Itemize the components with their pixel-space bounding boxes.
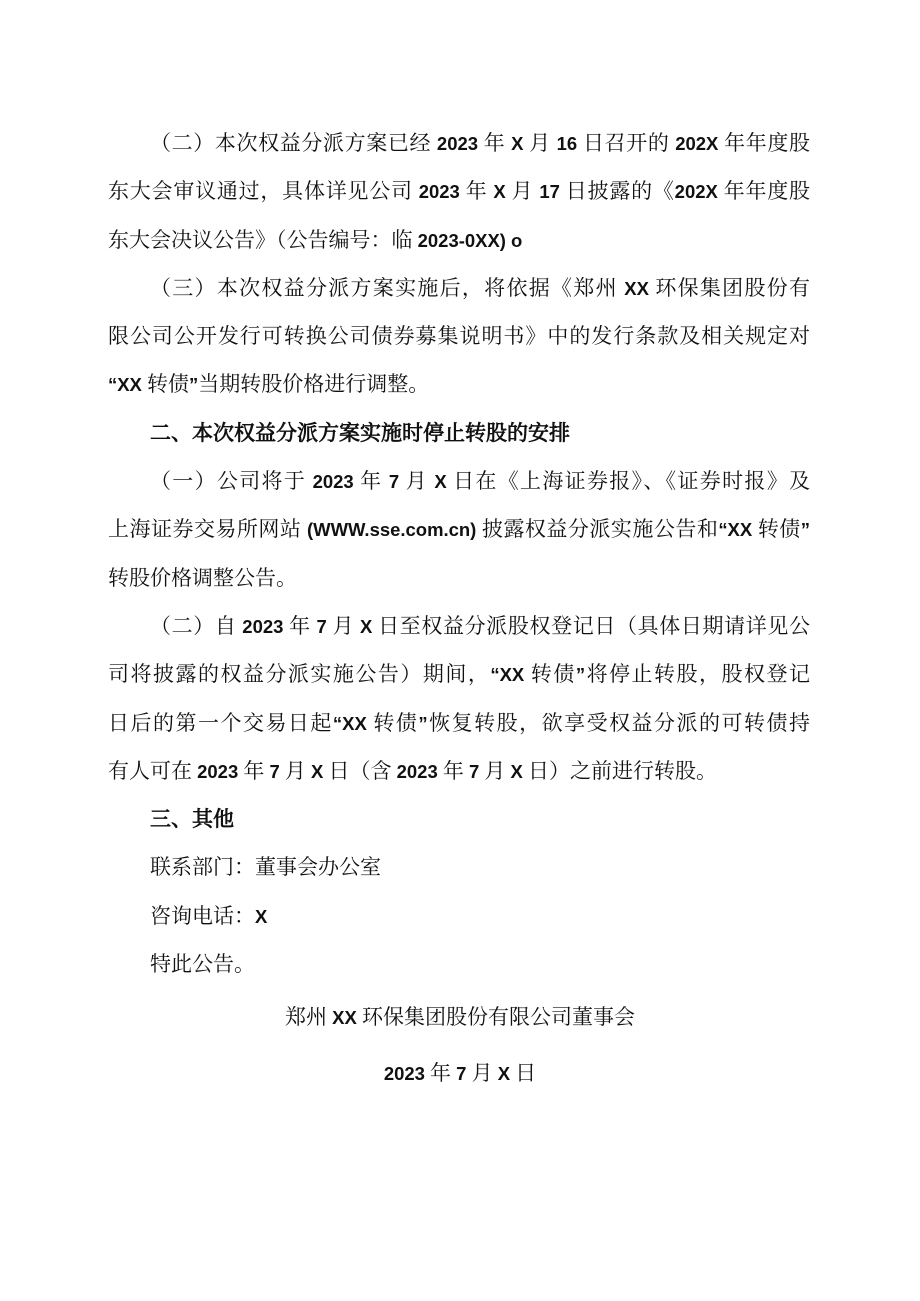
latin-run: 2023 [306, 471, 361, 493]
text-line: 东大会决议公告》（公告编号：临 2023-0XX) o [108, 227, 523, 252]
latin-run: X [305, 760, 329, 782]
document-body [108, 119, 810, 988]
latin-run: X [354, 615, 379, 637]
signature-date: 2023 年 7 月 X 日 [383, 1061, 537, 1085]
latin-run: “XX [718, 519, 758, 541]
latin-run: 7 [264, 760, 285, 782]
text-line: 日后的第一个交易日起“XX 转债”恢复转股，欲享受权益分派的可转债持 [108, 710, 810, 735]
section-heading-other: 三、其他 [150, 806, 234, 832]
latin-run: X [505, 133, 530, 154]
latin-run: “XX [108, 374, 148, 396]
latin-run: 17 [533, 181, 566, 203]
latin-run: “XX [490, 664, 531, 686]
latin-run: (WWW.sse.com.cn) [301, 519, 482, 541]
text-line: 有人可在 2023 年 7 月 X 日（含 2023 年 7 月 X 日）之前进行转股。 [108, 758, 717, 783]
latin-run: XX [327, 1007, 362, 1028]
paragraph-plan-approval [108, 119, 810, 264]
latin-run: 2023 [412, 181, 466, 203]
text-line: 司将披露的权益分派实施公告）期间，“XX 转债”将停止转股，股权登记 [108, 662, 810, 687]
latin-run: 202X [669, 133, 725, 154]
latin-run: 2023 [192, 760, 244, 782]
latin-run: 2023-0XX) o [412, 229, 523, 251]
paragraph-price-adjustment [108, 264, 810, 409]
latin-run: 2023 [383, 1063, 431, 1084]
latin-run: X [492, 1063, 516, 1084]
paragraph-suspension-period [108, 602, 810, 795]
text-line: （二）本次权益分派方案已经 2023 年 X 月 16 日召开的 202X 年年度股 [150, 131, 811, 155]
text-line: “XX 转债”当期转股价格进行调整。 [108, 372, 430, 397]
contact-department: 联系部门：董事会办公室 [150, 855, 381, 880]
latin-run: X [255, 905, 268, 927]
latin-run: X [487, 181, 512, 203]
closing-statement: 特此公告。 [150, 952, 255, 977]
text-line: （三）本次权益分派方案实施后，将依据《郑州 XX 环保集团股份有 [150, 275, 811, 300]
contact-phone: 咨询电话：X [150, 903, 268, 928]
latin-run: 2023 [431, 133, 484, 154]
section-heading-suspension: 二、本次权益分派方案实施时停止转股的安排 [150, 419, 570, 445]
text-line: （一）公司将于 2023 年 7 月 X 日在《上海证券报》、《证券时报》及 [150, 469, 811, 494]
latin-run: 16 [550, 133, 583, 154]
latin-run: 7 [310, 615, 333, 637]
text-line: （二）自 2023 年 7 月 X 日至权益分派股权登记日（具体日期请详见公 [150, 613, 811, 638]
text-line: 东大会审议通过，具体详见公司 2023 年 X 月 17 日披露的《202X 年年度股 [108, 179, 811, 204]
latin-run: 7 [382, 471, 406, 493]
text-line: 上海证券交易所网站 (WWW.sse.com.cn) 披露权益分派实施公告和“XX 转债” [108, 517, 811, 542]
text-line: 限公司公开发行可转换公司债券募集说明书》中的发行条款及相关规定对 [108, 324, 810, 349]
latin-run: “XX [332, 712, 374, 734]
latin-run: ” [575, 664, 586, 686]
latin-run: 7 [463, 760, 485, 782]
paragraph-announcement [108, 457, 810, 602]
latin-run: 202X [674, 181, 724, 203]
latin-run: 2023 [391, 760, 443, 782]
latin-run: X [505, 760, 528, 782]
latin-run: 7 [451, 1063, 472, 1084]
latin-run: XX [617, 277, 656, 299]
latin-run: 2023 [236, 615, 290, 637]
latin-run: ” [189, 374, 199, 396]
latin-run: ” [418, 712, 428, 734]
signature-company: 郑州 XX 环保集团股份有限公司董事会 [285, 1005, 635, 1029]
latin-run: ” [800, 519, 811, 541]
text-line: 转股价格调整公告。 [108, 565, 297, 590]
latin-run: X [427, 471, 454, 493]
